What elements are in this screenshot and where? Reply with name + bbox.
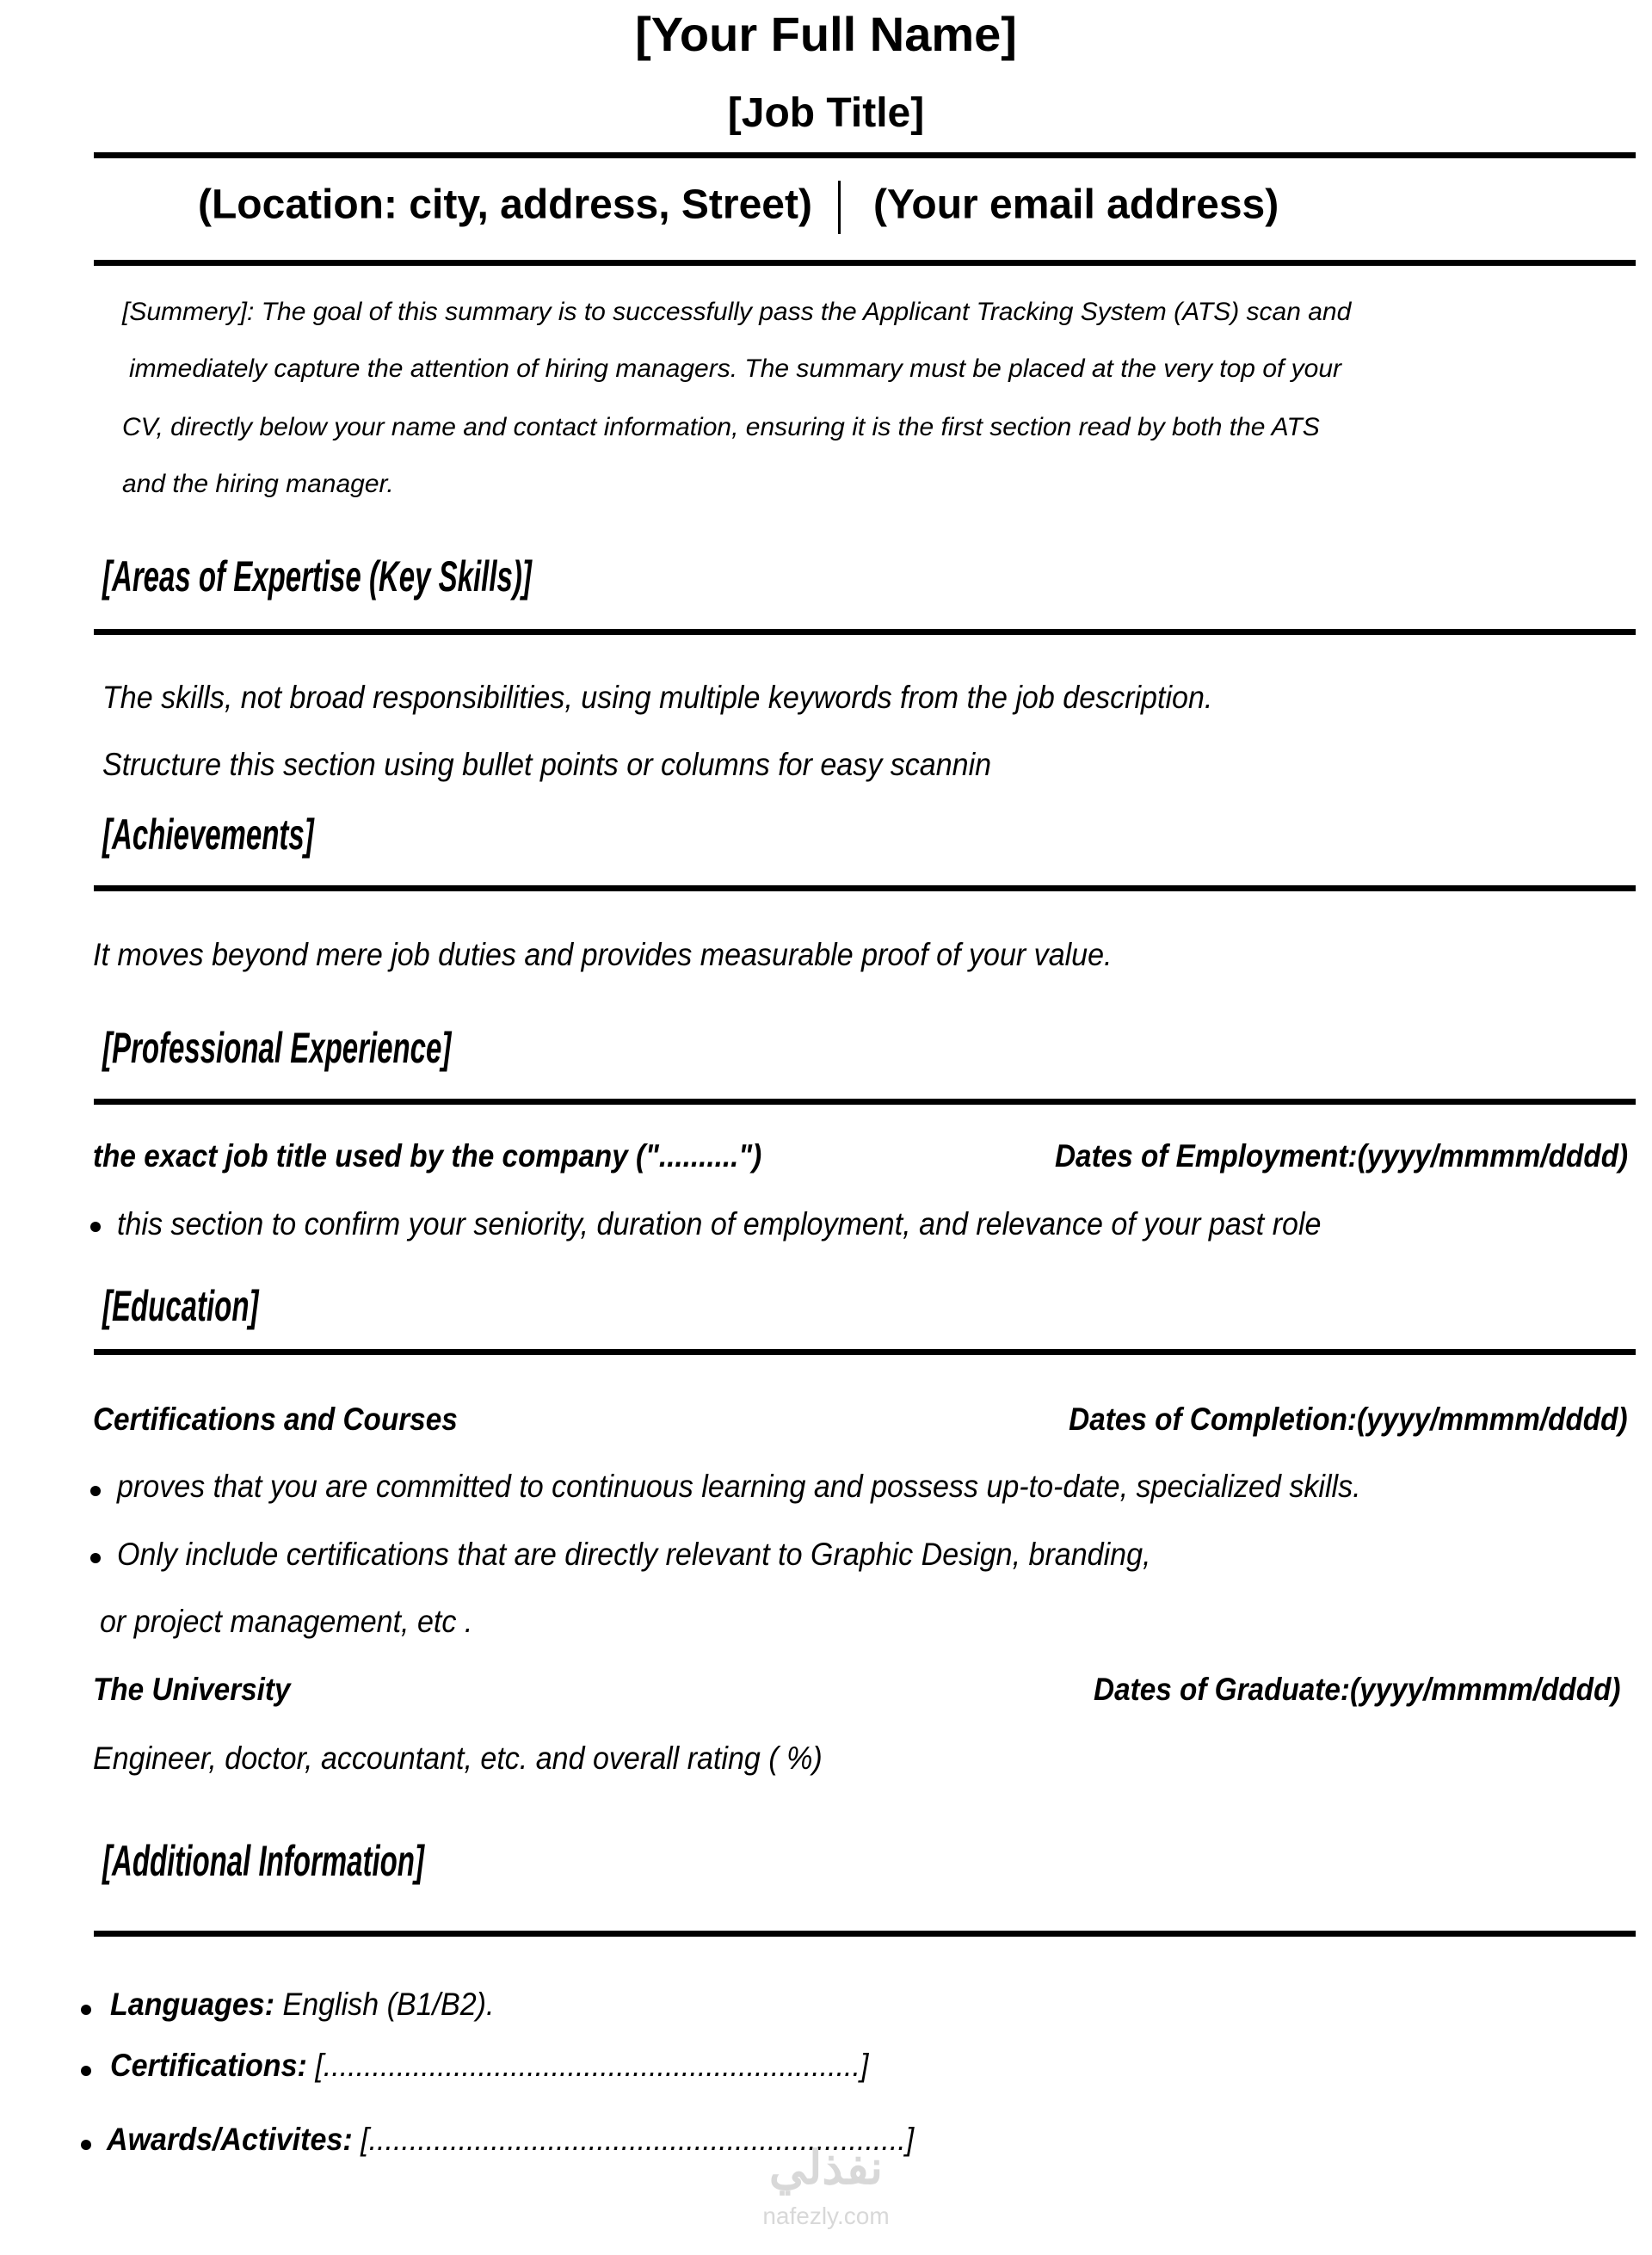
divider [94, 1931, 1636, 1937]
job-title-entry: the exact job title used by the company ("..........") [93, 1138, 762, 1174]
item-value: [..................................................................] [306, 2048, 869, 2083]
divider [94, 152, 1636, 158]
separator [838, 181, 841, 234]
section-heading-skills: [Areas of Expertise (Key Skills)] [102, 552, 532, 601]
completion-dates: Dates of Completion:(yyyy/mmmm/dddd) [1069, 1402, 1628, 1437]
bullet-icon [90, 1553, 101, 1563]
divider [94, 885, 1636, 891]
item-label: Languages: [110, 1987, 275, 2022]
degree-text: Engineer, doctor, accountant, etc. and overall rating ( %) [93, 1741, 823, 1776]
divider [94, 260, 1636, 266]
full-name: [Your Full Name] [635, 7, 1017, 61]
summary-line: immediately capture the attention of hiring managers. The summary must be placed at the very top of your [129, 354, 1342, 383]
email: (Your email address) [872, 182, 1279, 228]
item-label: Certifications: [110, 2048, 307, 2083]
section-heading-education: [Education] [102, 1282, 259, 1330]
education-bullet: Only include certifications that are directly relevant to Graphic Design, branding, [117, 1537, 1151, 1572]
additional-item-languages [110, 1988, 494, 2020]
divider [94, 629, 1636, 635]
summary-line: and the hiring manager. [122, 470, 394, 498]
section-heading-experience: [Professional Experience] [102, 1024, 452, 1072]
bullet-icon [90, 1486, 101, 1496]
experience-bullet: this section to confirm your seniority, duration of employment, and relevance of your past role [117, 1206, 1322, 1241]
item-value: [..................................................................] [352, 2122, 915, 2157]
section-heading-additional: [Additional Information] [102, 1837, 424, 1885]
divider [94, 1349, 1636, 1355]
certifications-title: Certifications and Courses [93, 1402, 458, 1437]
bullet-icon [81, 2066, 91, 2076]
education-continuation: or project management, etc . [100, 1604, 473, 1639]
summary-line: [Summery]: The goal of this summary is to successfully pass the Applicant Tracking System (ATS) scan and [122, 298, 1352, 326]
employment-dates: Dates of Employment:(yyyy/mmmm/dddd) [1054, 1138, 1628, 1174]
item-label: Awards/Activites: [107, 2122, 353, 2157]
achievements-text: It moves beyond mere job duties and provides measurable proof of your value. [93, 937, 1113, 972]
education-bullet: proves that you are committed to continuous learning and possess up-to-date, specialized skills. [117, 1469, 1361, 1504]
bullet-icon [90, 1222, 101, 1232]
additional-item-certifications [110, 2049, 868, 2081]
summary-line: CV, directly below your name and contact information, ensuring it is the first section read by both the ATS [122, 413, 1320, 441]
section-heading-achievements: [Achievements] [102, 810, 314, 859]
job-title: [Job Title] [727, 90, 925, 136]
watermark-logo: نفذلي [768, 2142, 884, 2194]
university-title: The University [93, 1672, 291, 1707]
skills-line: Structure this section using bullet points or columns for easy scannin [102, 747, 992, 782]
graduation-dates: Dates of Graduate:(yyyy/mmmm/dddd) [1094, 1672, 1621, 1707]
location: (Location: city, address, Street) [198, 182, 812, 228]
bullet-icon [81, 2005, 91, 2015]
item-value: English (B1/B2). [274, 1987, 495, 2022]
skills-line: The skills, not broad responsibilities, using multiple keywords from the job description. [102, 680, 1213, 715]
watermark-url: nafezly.com [762, 2203, 890, 2229]
divider [94, 1099, 1636, 1105]
